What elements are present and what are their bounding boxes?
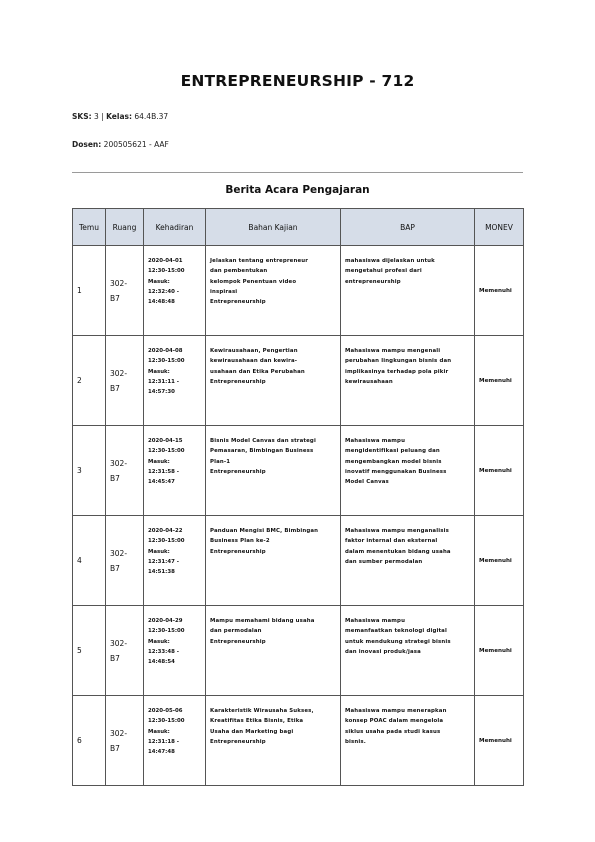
bahan-line: Pemasaran, Bimbingan Business — [210, 448, 314, 455]
cell-monev: Memenuhi — [475, 516, 524, 606]
bap-line: untuk mendukung strategi bisnis — [345, 638, 451, 645]
cell-ruang — [106, 606, 144, 696]
header-bap: BAP — [341, 209, 475, 246]
kehadiran-line: 12:31:11 - — [148, 378, 179, 385]
bahan-line: Entrepreneurship — [210, 738, 266, 745]
cell-bap — [341, 696, 475, 786]
cell-bap — [341, 426, 475, 516]
kehadiran-line: Masuk: — [148, 368, 170, 375]
kehadiran-line: 12:30-15:00 — [148, 448, 185, 455]
ruang-line: B7 — [110, 653, 120, 663]
cell-monev: Memenuhi — [475, 426, 524, 516]
table-header-row — [73, 209, 524, 246]
bahan-line: Panduan Mengisi BMC, Bimbingan — [210, 528, 319, 534]
table-row — [73, 336, 524, 426]
kelas-label: Kelas: — [106, 112, 132, 121]
cell-bap — [341, 606, 475, 696]
cell-kehadiran — [144, 516, 206, 606]
kehadiran-line: 14:47:48 — [148, 749, 175, 756]
bahan-line: kelompok Penentuan video — [210, 278, 297, 285]
cell-bahan-kajian — [206, 516, 341, 606]
ruang-line: B7 — [110, 473, 120, 483]
ruang-line: 302- — [110, 368, 128, 378]
bap-line: dalam menentukan bidang usaha — [345, 548, 451, 555]
cell-temu: 2 — [73, 336, 106, 426]
bahan-line: Mampu memahami bidang usaha — [210, 618, 315, 624]
table-row — [73, 516, 524, 606]
bap-line: inovatif menggunakan Business — [345, 468, 447, 475]
cell-ruang — [106, 696, 144, 786]
bahan-line: Kewirausahaan, Pengertian — [210, 348, 298, 354]
kehadiran-line: 12:30-15:00 — [148, 718, 185, 725]
cell-monev: Memenuhi — [475, 696, 524, 786]
separator: | — [101, 112, 104, 121]
cell-monev: Memenuhi — [475, 606, 524, 696]
cell-kehadiran — [144, 696, 206, 786]
kehadiran-line: 14:48:48 — [148, 299, 175, 306]
kehadiran-line: Masuk: — [148, 638, 170, 645]
cell-bahan-kajian — [206, 246, 341, 336]
bap-line: bisnis. — [345, 738, 366, 745]
ruang-line: 302- — [110, 278, 128, 288]
bahan-line: Usaha dan Marketing bagi — [210, 728, 294, 735]
divider — [72, 172, 523, 173]
kehadiran-line: 12:31:58 - — [148, 468, 179, 475]
kehadiran-line: 2020-04-22 — [148, 528, 183, 534]
cell-ruang — [106, 336, 144, 426]
ruang-line: 302- — [110, 728, 128, 738]
sks-value: 3 — [94, 112, 99, 121]
bap-line: entrepreneurship — [345, 278, 401, 285]
ruang-line: B7 — [110, 383, 120, 393]
bahan-line: Entrepreneurship — [210, 548, 266, 555]
cell-temu: 3 — [73, 426, 106, 516]
bahan-line: usahaan dan Etika Perubahan — [210, 368, 305, 375]
cell-ruang — [106, 516, 144, 606]
kehadiran-line: 12:31:18 - — [148, 738, 179, 745]
cell-bahan-kajian — [206, 696, 341, 786]
bap-line: faktor internal dan eksternal — [345, 538, 438, 545]
bap-line: mahasiswa dijelaskan untuk — [345, 258, 435, 264]
kelas-value: 64.4B.37 — [134, 112, 169, 121]
bap-table — [72, 208, 524, 786]
cell-kehadiran — [144, 336, 206, 426]
cell-bap — [341, 516, 475, 606]
kehadiran-line: 12:30-15:00 — [148, 538, 185, 545]
document-title: ENTREPRENEURSHIP - 712 — [180, 72, 415, 90]
bap-line: dan sumber permodalan — [345, 558, 423, 565]
bahan-line: Jelaskan tentang entrepreneur — [210, 258, 309, 264]
kehadiran-line: 14:57:30 — [148, 389, 175, 396]
kehadiran-line: 12:30-15:00 — [148, 358, 185, 365]
bap-line: Mahasiswa mampu menerapkan — [345, 708, 447, 714]
bap-line: siklus usaha pada studi kasus — [345, 728, 441, 735]
bap-line: mengidentifikasi peluang dan — [345, 448, 440, 455]
cell-monev: Memenuhi — [475, 246, 524, 336]
ruang-line: B7 — [110, 563, 120, 573]
cell-temu: 1 — [73, 246, 106, 336]
bap-line: perubahan lingkungan bisnis dan — [345, 358, 452, 365]
cell-temu: 5 — [73, 606, 106, 696]
cell-bahan-kajian — [206, 606, 341, 696]
ruang-line: B7 — [110, 743, 120, 753]
bahan-line: inspirasi — [210, 288, 238, 295]
cell-ruang — [106, 246, 144, 336]
bap-line: dan inovasi produk/jasa — [345, 648, 421, 655]
cell-bap — [341, 336, 475, 426]
course-info — [72, 112, 168, 121]
bahan-line: Entrepreneurship — [210, 638, 266, 645]
header-temu: Temu — [73, 209, 106, 246]
kehadiran-line: 2020-04-01 — [148, 258, 183, 264]
header-kehadiran: Kehadiran — [144, 209, 206, 246]
bahan-line: Bisnis Model Canvas dan strategi — [210, 438, 316, 444]
bap-line: Mahasiswa mampu mengenali — [345, 348, 441, 354]
cell-kehadiran — [144, 246, 206, 336]
ruang-line: B7 — [110, 293, 120, 303]
header-monev: MONEV — [475, 209, 524, 246]
kehadiran-line: 2020-04-29 — [148, 618, 183, 624]
cell-ruang — [106, 426, 144, 516]
bahan-line: kewirausahaan dan kewira- — [210, 358, 298, 365]
cell-kehadiran — [144, 606, 206, 696]
cell-temu: 6 — [73, 696, 106, 786]
bahan-line: Karakteristik Wirausaha Sukses, — [210, 708, 314, 714]
bahan-line: Kreatifitas Etika Bisnis, Etika — [210, 718, 304, 725]
bap-line: Mahasiswa mampu menganalisis — [345, 528, 449, 534]
kehadiran-line: 12:33:48 - — [148, 648, 179, 655]
bap-line: kewirausahaan — [345, 378, 393, 385]
table-row — [73, 696, 524, 786]
header-bahan-kajian: Bahan Kajian — [206, 209, 341, 246]
table-row — [73, 426, 524, 516]
kehadiran-line: 14:48:54 — [148, 659, 175, 666]
bahan-line: Entrepreneurship — [210, 378, 266, 385]
kehadiran-line: Masuk: — [148, 548, 170, 555]
section-title: Berita Acara Pengajaran — [225, 184, 370, 196]
header-ruang: Ruang — [106, 209, 144, 246]
table-row — [73, 606, 524, 696]
ruang-line: 302- — [110, 548, 128, 558]
kehadiran-line: 12:32:40 - — [148, 288, 179, 295]
cell-bap — [341, 246, 475, 336]
dosen-value: 200505621 - AAF — [103, 140, 169, 149]
kehadiran-line: 12:31:47 - — [148, 558, 179, 565]
cell-monev: Memenuhi — [475, 336, 524, 426]
ruang-line: 302- — [110, 458, 128, 468]
bahan-line: Entrepreneurship — [210, 299, 266, 306]
bap-line: mengetahui profesi dari — [345, 268, 422, 275]
lecturer-info — [72, 140, 169, 149]
kehadiran-line: 2020-04-15 — [148, 438, 183, 444]
kehadiran-line: Masuk: — [148, 728, 170, 735]
bahan-line: Plan-1 — [210, 458, 231, 465]
bap-line: implikasinya terhadap pola pikir — [345, 368, 449, 375]
table-body — [73, 246, 524, 786]
bahan-line: dan pembentukan — [210, 268, 268, 275]
bahan-line: dan permodalan — [210, 628, 262, 635]
cell-kehadiran — [144, 426, 206, 516]
kehadiran-line: 14:45:47 — [148, 479, 175, 486]
table-row — [73, 246, 524, 336]
bap-line: Mahasiswa mampu — [345, 618, 406, 624]
cell-bahan-kajian — [206, 426, 341, 516]
kehadiran-line: 12:30-15:00 — [148, 268, 185, 275]
bap-line: memanfaatkan teknologi digital — [345, 628, 447, 635]
ruang-line: 302- — [110, 638, 128, 648]
bap-line: konsep POAC dalam mengelola — [345, 718, 444, 725]
kehadiran-line: 2020-05-06 — [148, 708, 183, 714]
bap-line: mengembangkan model bisnis — [345, 458, 442, 465]
kehadiran-line: Masuk: — [148, 458, 170, 465]
kehadiran-line: Masuk: — [148, 278, 170, 285]
cell-bahan-kajian — [206, 336, 341, 426]
bahan-line: Entrepreneurship — [210, 468, 266, 475]
sks-label: SKS: — [72, 112, 92, 121]
dosen-label: Dosen: — [72, 140, 102, 149]
kehadiran-line: 12:30-15:00 — [148, 628, 185, 635]
cell-temu: 4 — [73, 516, 106, 606]
bahan-line: Business Plan ke-2 — [210, 538, 270, 545]
bap-line: Mahasiswa mampu — [345, 438, 406, 444]
kehadiran-line: 14:51:38 — [148, 569, 175, 576]
bap-line: Model Canvas — [345, 479, 389, 486]
kehadiran-line: 2020-04-08 — [148, 348, 183, 354]
